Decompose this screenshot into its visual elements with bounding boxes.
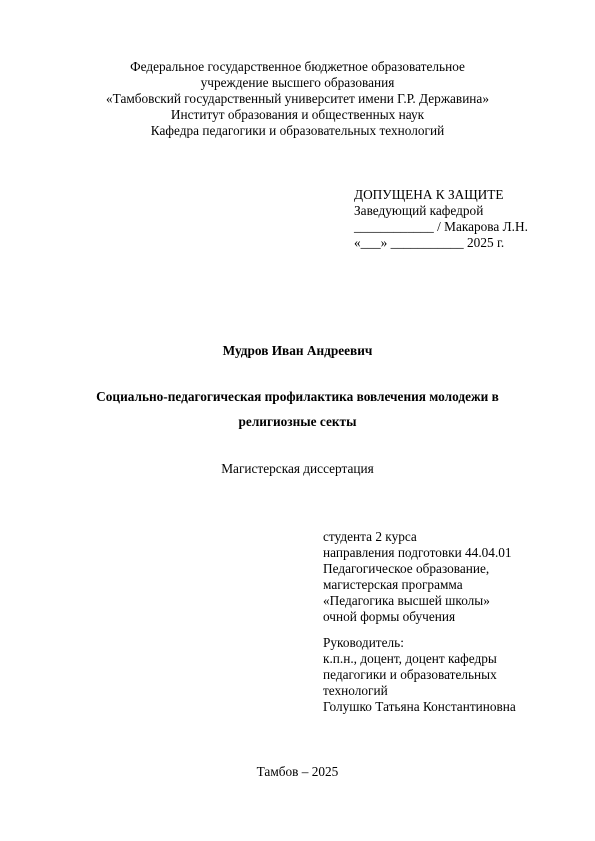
student-program-name: «Педагогика высшей школы» [323, 593, 490, 608]
header-line-organization: Федеральное государственное бюджетное образовательное [130, 59, 465, 74]
footer-city-year: Тамбов – 2025 [256, 764, 339, 779]
supervisor-department-2: технологий [323, 683, 388, 698]
approval-title: ДОПУЩЕНА К ЗАЩИТЕ [354, 187, 504, 202]
header-line-department: Кафедра педагогики и образовательных технологий [150, 123, 445, 138]
approval-date-line: «___» ___________ 2025 г. [354, 235, 505, 250]
student-direction: направления подготовки 44.04.01 [323, 545, 512, 560]
student-field: Педагогическое образование, [323, 561, 490, 576]
supervisor-name: Голушко Татьяна Константиновна [323, 699, 516, 714]
header-line-institute: Институт образования и общественных наук [170, 107, 425, 122]
work-type: Магистерская диссертация [221, 461, 374, 476]
student-course: студента 2 курса [323, 529, 417, 544]
header-line-education-level: учреждение высшего образования [200, 75, 395, 90]
author-name: Мудров Иван Андреевич [222, 343, 373, 358]
supervisor-department-1: педагогики и образовательных [323, 667, 497, 682]
supervisor-label: Руководитель: [323, 635, 404, 650]
thesis-title-line-1: Социально-педагогическая профилактика вовлечения молодежи в [96, 389, 499, 404]
approval-position: Заведующий кафедрой [354, 203, 484, 218]
supervisor-degree: к.п.н., доцент, доцент кафедры [323, 651, 497, 666]
header-line-university: «Тамбовский государственный университет имени Г.Р. Державина» [106, 91, 489, 106]
approval-signature-line: ____________ / Макарова Л.Н. [354, 219, 528, 234]
student-program-label: магистерская программа [323, 577, 463, 592]
thesis-title-line-2: религиозные секты [238, 414, 357, 429]
student-study-form: очной формы обучения [323, 609, 456, 624]
